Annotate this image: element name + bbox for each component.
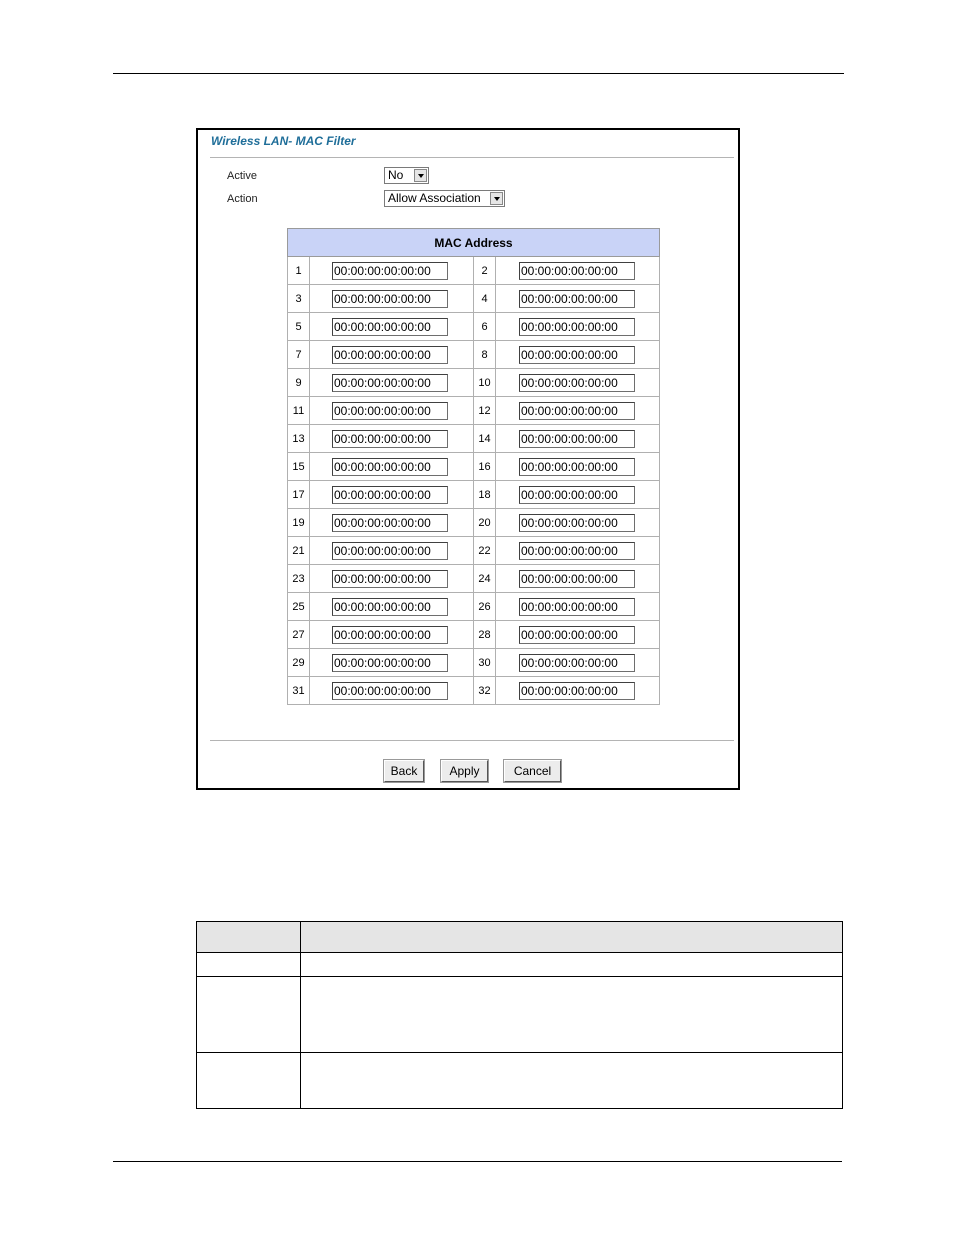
mac-entry-number: 31	[288, 677, 310, 705]
mac-entry-cell	[496, 313, 660, 341]
cancel-button[interactable]: Cancel	[504, 760, 561, 782]
mac-entry-number: 17	[288, 481, 310, 509]
table-cell	[197, 977, 301, 1053]
mac-entry-cell	[310, 285, 474, 313]
table-row	[288, 509, 660, 537]
mac-address-input[interactable]: 00:00:00:00:00:00	[519, 626, 635, 644]
mac-entry-cell	[310, 509, 474, 537]
mac-address-input[interactable]: 00:00:00:00:00:00	[332, 514, 448, 532]
table-row	[288, 425, 660, 453]
header-rule	[113, 73, 844, 74]
table-cell	[301, 977, 843, 1053]
table-cell	[301, 953, 843, 977]
mac-address-input[interactable]: 00:00:00:00:00:00	[332, 626, 448, 644]
mac-entry-cell	[496, 509, 660, 537]
mac-address-input[interactable]: 00:00:00:00:00:00	[519, 570, 635, 588]
action-label: Action	[227, 193, 258, 205]
mac-entry-number: 28	[474, 621, 496, 649]
table-row	[288, 481, 660, 509]
mac-entry-number: 12	[474, 397, 496, 425]
mac-entry-cell	[496, 537, 660, 565]
active-select-value: No	[388, 168, 404, 182]
mac-address-input[interactable]: 00:00:00:00:00:00	[519, 346, 635, 364]
table-row	[288, 649, 660, 677]
mac-entry-cell	[310, 369, 474, 397]
table-row	[288, 677, 660, 705]
table-cell	[197, 953, 301, 977]
mac-entry-number: 11	[288, 397, 310, 425]
mac-address-input[interactable]: 00:00:00:00:00:00	[332, 318, 448, 336]
table-row	[288, 593, 660, 621]
footer-divider	[210, 740, 734, 741]
mac-address-input[interactable]: 00:00:00:00:00:00	[332, 654, 448, 672]
mac-entry-cell	[310, 481, 474, 509]
mac-filter-screenshot	[196, 128, 740, 790]
mac-entry-number: 1	[288, 257, 310, 285]
mac-entry-number: 4	[474, 285, 496, 313]
mac-entry-number: 5	[288, 313, 310, 341]
mac-entry-number: 19	[288, 509, 310, 537]
mac-address-input[interactable]: 00:00:00:00:00:00	[519, 486, 635, 504]
mac-entry-cell	[496, 677, 660, 705]
mac-entry-cell	[310, 453, 474, 481]
mac-address-input[interactable]: 00:00:00:00:00:00	[332, 682, 448, 700]
mac-entry-cell	[496, 621, 660, 649]
table-row	[288, 397, 660, 425]
mac-address-input[interactable]: 00:00:00:00:00:00	[332, 570, 448, 588]
mac-address-input[interactable]: 00:00:00:00:00:00	[332, 430, 448, 448]
mac-entry-cell	[496, 453, 660, 481]
mac-entry-number: 26	[474, 593, 496, 621]
mac-entry-number: 8	[474, 341, 496, 369]
mac-entry-number: 21	[288, 537, 310, 565]
description-table	[196, 921, 843, 1109]
mac-entry-number: 29	[288, 649, 310, 677]
mac-entry-number: 24	[474, 565, 496, 593]
mac-entry-cell	[496, 481, 660, 509]
mac-address-table	[287, 228, 660, 705]
mac-entry-number: 32	[474, 677, 496, 705]
description-header-cell	[301, 922, 843, 953]
chevron-down-icon[interactable]	[414, 169, 427, 182]
table-cell	[301, 1053, 843, 1109]
mac-address-input[interactable]: 00:00:00:00:00:00	[332, 458, 448, 476]
mac-address-input[interactable]: 00:00:00:00:00:00	[332, 346, 448, 364]
table-row	[288, 257, 660, 285]
action-select[interactable]	[384, 190, 505, 207]
mac-address-input[interactable]: 00:00:00:00:00:00	[332, 374, 448, 392]
mac-address-header: MAC Address	[288, 229, 660, 257]
mac-address-input[interactable]: 00:00:00:00:00:00	[519, 290, 635, 308]
mac-address-input[interactable]: 00:00:00:00:00:00	[519, 458, 635, 476]
title-divider	[210, 157, 734, 158]
mac-entry-number: 27	[288, 621, 310, 649]
chevron-down-icon[interactable]	[490, 192, 503, 205]
apply-button[interactable]: Apply	[441, 760, 488, 782]
mac-entry-cell	[310, 341, 474, 369]
mac-entry-cell	[310, 537, 474, 565]
table-row	[288, 285, 660, 313]
table-row	[288, 341, 660, 369]
mac-address-input[interactable]: 00:00:00:00:00:00	[519, 430, 635, 448]
table-row	[288, 313, 660, 341]
mac-entry-cell	[310, 621, 474, 649]
mac-entry-cell	[310, 397, 474, 425]
mac-address-input[interactable]: 00:00:00:00:00:00	[519, 318, 635, 336]
mac-entry-cell	[310, 565, 474, 593]
mac-entry-cell	[496, 257, 660, 285]
table-row	[288, 565, 660, 593]
mac-address-input[interactable]: 00:00:00:00:00:00	[519, 598, 635, 616]
mac-entry-number: 20	[474, 509, 496, 537]
mac-entry-cell	[496, 341, 660, 369]
mac-entry-cell	[496, 593, 660, 621]
active-label: Active	[227, 170, 257, 182]
mac-address-input[interactable]: 00:00:00:00:00:00	[519, 542, 635, 560]
mac-entry-cell	[310, 313, 474, 341]
mac-entry-cell	[496, 369, 660, 397]
back-button[interactable]: Back	[384, 760, 424, 782]
mac-address-input[interactable]: 00:00:00:00:00:00	[332, 402, 448, 420]
mac-entry-number: 15	[288, 453, 310, 481]
mac-entry-cell	[496, 397, 660, 425]
mac-address-input[interactable]: 00:00:00:00:00:00	[519, 402, 635, 420]
active-select[interactable]	[384, 167, 429, 184]
footer-rule	[113, 1161, 842, 1162]
table-row	[288, 369, 660, 397]
table-row	[288, 537, 660, 565]
mac-entry-number: 7	[288, 341, 310, 369]
mac-entry-cell	[310, 425, 474, 453]
mac-address-input[interactable]: 00:00:00:00:00:00	[332, 598, 448, 616]
table-row	[288, 621, 660, 649]
mac-entry-number: 18	[474, 481, 496, 509]
mac-entry-cell	[496, 565, 660, 593]
mac-address-input[interactable]: 00:00:00:00:00:00	[519, 514, 635, 532]
mac-entry-number: 9	[288, 369, 310, 397]
mac-address-input[interactable]: 00:00:00:00:00:00	[332, 262, 448, 280]
mac-entry-cell	[496, 425, 660, 453]
mac-entry-number: 23	[288, 565, 310, 593]
mac-entry-number: 25	[288, 593, 310, 621]
mac-address-input[interactable]: 00:00:00:00:00:00	[332, 486, 448, 504]
mac-entry-number: 10	[474, 369, 496, 397]
mac-address-input[interactable]: 00:00:00:00:00:00	[519, 682, 635, 700]
mac-entry-cell	[496, 649, 660, 677]
label-header-cell	[197, 922, 301, 953]
mac-entry-number: 14	[474, 425, 496, 453]
table-cell	[197, 1053, 301, 1109]
mac-entry-number: 2	[474, 257, 496, 285]
mac-entry-number: 13	[288, 425, 310, 453]
mac-entry-number: 3	[288, 285, 310, 313]
mac-entry-number: 16	[474, 453, 496, 481]
mac-address-input[interactable]: 00:00:00:00:00:00	[332, 542, 448, 560]
table-row	[288, 453, 660, 481]
mac-entry-cell	[310, 593, 474, 621]
mac-entry-number: 6	[474, 313, 496, 341]
mac-address-input[interactable]: 00:00:00:00:00:00	[519, 654, 635, 672]
panel-title: Wireless LAN- MAC Filter	[211, 134, 356, 148]
mac-entry-cell	[310, 257, 474, 285]
mac-entry-number: 22	[474, 537, 496, 565]
mac-entry-cell	[310, 649, 474, 677]
mac-entry-number: 30	[474, 649, 496, 677]
mac-address-input[interactable]: 00:00:00:00:00:00	[332, 290, 448, 308]
mac-address-input[interactable]: 00:00:00:00:00:00	[519, 262, 635, 280]
mac-address-input[interactable]: 00:00:00:00:00:00	[519, 374, 635, 392]
action-select-value: Allow Association	[388, 191, 481, 205]
mac-entry-cell	[310, 677, 474, 705]
mac-entry-cell	[496, 285, 660, 313]
